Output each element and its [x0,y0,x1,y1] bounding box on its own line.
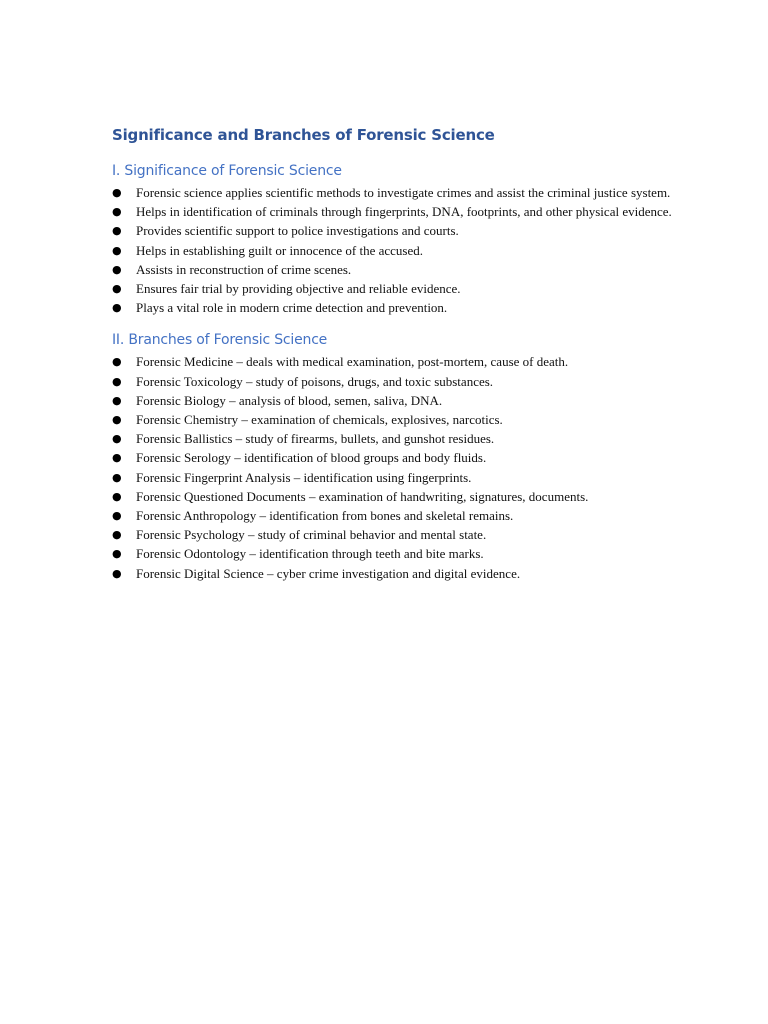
bullet-icon: ● [112,355,122,369]
list-item [112,202,672,221]
list-item-text: Forensic Medicine – deals with medical examination, post-mortem, cause of death. [136,354,569,370]
bullet-icon: ● [112,374,122,388]
list-item-text: Forensic Anthropology – identification from bones and skeletal remains. [136,508,514,524]
bullet-icon: ● [112,528,122,542]
list-item [112,372,672,391]
document-title: Significance and Branches of Forensic Science [112,126,495,144]
bullet-icon: ● [112,224,122,238]
list-item [112,260,672,279]
list-item-text: Forensic Serology – identification of blood groups and body fluids. [136,450,487,466]
list-item [112,487,672,506]
list-item [112,448,672,467]
bullet-icon: ● [112,489,122,503]
document-content [112,124,672,583]
bullet-icon: ● [112,470,122,484]
list-item [112,468,672,487]
bullet-icon: ● [112,451,122,465]
list-item-text: Forensic Questioned Documents – examination of handwriting, signatures, documents. [136,488,589,504]
bullet-icon: ● [112,509,122,523]
list-item [112,298,672,317]
list-item-text: Forensic Fingerprint Analysis – identification using fingerprints. [136,469,472,485]
bullet-icon: ● [112,547,122,561]
bullet-icon: ● [112,262,122,276]
list-item [112,391,672,410]
bullet-icon: ● [112,413,122,427]
bullet-icon: ● [112,393,122,407]
list-item-text: Assists in reconstruction of crime scenes. [136,261,352,277]
list-item [112,525,672,544]
list-item-text: Ensures fair trial by providing objective and reliable evidence. [136,281,461,297]
list-item-text: Helps in establishing guilt or innocence of the accused. [136,242,424,258]
list-item-text: Forensic Odontology – identification through teeth and bite marks. [136,546,484,562]
branches-list [112,352,672,582]
list-item [112,352,672,371]
list-item [112,279,672,298]
section-heading-significance: I. Significance of Forensic Science [112,163,342,179]
list-item-text: Forensic Biology – analysis of blood, semen, saliva, DNA. [136,392,443,408]
list-item-text: Plays a vital role in modern crime detection and prevention. [136,300,448,316]
list-item [112,183,672,202]
list-item [112,241,672,260]
list-item [112,410,672,429]
bullet-icon: ● [112,566,122,580]
bullet-icon: ● [112,205,122,219]
bullet-icon: ● [112,243,122,257]
bullet-icon: ● [112,186,122,199]
bullet-icon: ● [112,432,122,446]
section-heading-branches: II. Branches of Forensic Science [112,332,328,349]
list-item [112,429,672,448]
list-item-text: Forensic Ballistics – study of firearms, bullets, and gunshot residues. [136,431,495,447]
list-item-text: Forensic Psychology – study of criminal behavior and mental state. [136,527,487,543]
list-item [112,564,672,583]
list-item-text: Forensic science applies scientific methods to investigate crimes and assist the criminal justice system. [136,185,671,200]
bullet-icon: ● [112,301,122,315]
list-item-text: Helps in identification of criminals through fingerprints, DNA, footprints, and other physical evidence. [136,204,672,220]
list-item-text: Forensic Toxicology – study of poisons, drugs, and toxic substances. [136,373,494,389]
significance-list [112,183,672,317]
list-item [112,544,672,563]
list-item-text: Forensic Digital Science – cyber crime investigation and digital evidence. [136,565,521,581]
list-item-text: Forensic Chemistry – examination of chemicals, explosives, narcotics. [136,412,503,428]
list-item [112,221,672,240]
list-item [112,506,672,525]
list-item-text: Provides scientific support to police investigations and courts. [136,223,459,239]
bullet-icon: ● [112,282,122,296]
